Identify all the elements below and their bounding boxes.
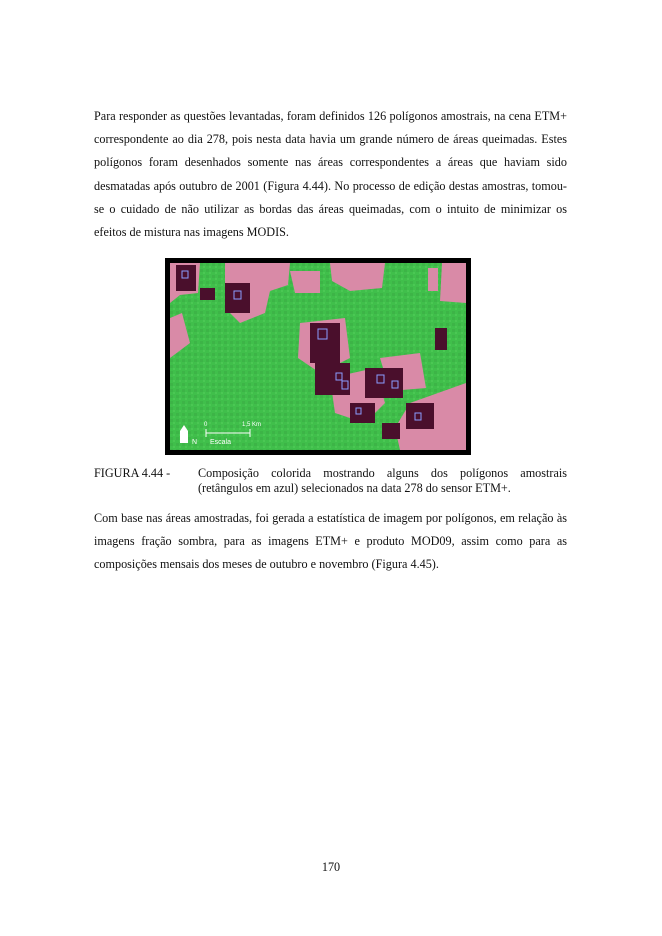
figure-caption-label: FIGURA 4.44 - — [94, 466, 171, 480]
results-paragraph: Com base nas áreas amostradas, foi gerada a estatística de imagem por polígonos, em relação às imagens fração sombra, para as imagens ETM+ e produto MOD09, assim como para as composições mensais dos meses de outubro e novembro (Figura 4.45). — [94, 511, 567, 572]
intro-paragraph: Para responder as questões levantadas, foram definidos 126 polígonos amostrais, na cena ETM+ correspondente ao dia 278, pois nesta data havia um grande número de áreas queimadas. Estes polígonos foram desenhados somente nas áreas correspondentes a áreas que haviam sido desmatadas após outubro de 2001 (Figura 4.44). No processo de edição destas amostras, tomou-se o cuidado de não utilizar as bordas das áreas queimadas, com o intuito de minimizar os efeitos de mistura nas imagens MODIS. — [94, 109, 567, 240]
etm-color-composite — [170, 263, 466, 450]
page-number: 170 — [321, 860, 341, 874]
scale-zero-label: 0 — [204, 422, 208, 428]
satellite-image-figure — [165, 258, 471, 455]
north-label: N — [192, 439, 198, 446]
scale-title: Escala — [210, 439, 232, 446]
north-arrow-icon — [180, 431, 188, 443]
scale-distance-label: 1,5 Km — [242, 422, 262, 428]
figure-caption-text: Composição colorida mostrando alguns dos polígonos amostrais (retângulos em azul) selecionados na data 278 do sensor ETM+. — [198, 466, 567, 495]
